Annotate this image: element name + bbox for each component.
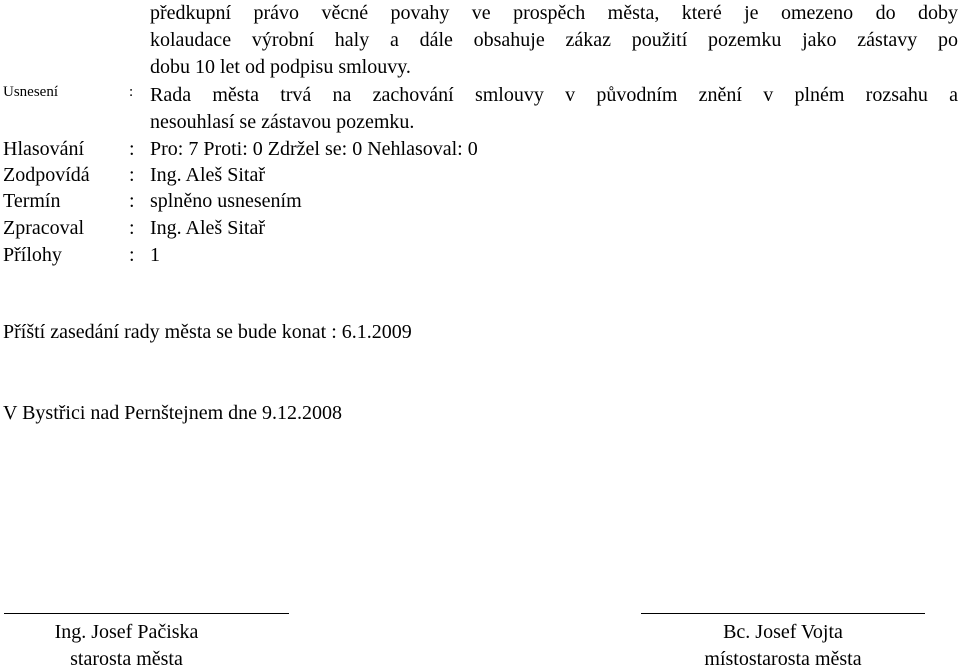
- field-label: Přílohy: [3, 244, 62, 266]
- place-date-text: V Bystřici nad Pernštejnem dne 9.12.2008: [3, 402, 343, 424]
- signature-line: [4, 613, 289, 614]
- field-label: Hlasování: [3, 138, 85, 160]
- field-label: Zodpovídá: [3, 164, 90, 186]
- signatory-name: Ing. Josef Pačiska: [54, 621, 199, 643]
- paragraph-line: předkupní právo věcné povahy ve prospěch města, které je omezeno do doby: [150, 2, 958, 24]
- next-meeting-text: Příští zasedání rady města se bude konat : 6.1.2009: [3, 321, 412, 343]
- resolution-text-line: nesouhlasí se zástavou pozemku.: [150, 111, 415, 133]
- resolution-label: Usnesení: [3, 84, 58, 100]
- paragraph-line: dobu 10 let od podpisu smlouvy.: [150, 56, 411, 78]
- field-label: Zpracoval: [3, 217, 85, 239]
- field-value: Ing. Aleš Sitař: [150, 164, 265, 186]
- field-colon: :: [129, 190, 135, 212]
- field-value: splněno usnesením: [150, 190, 302, 212]
- resolution-colon: :: [129, 84, 134, 100]
- field-label: Termín: [3, 190, 61, 212]
- signature-line: [641, 613, 925, 614]
- signatory-role: místostarosta města: [704, 648, 862, 670]
- signatory-name: Bc. Josef Vojta: [723, 621, 843, 643]
- field-colon: :: [129, 164, 135, 186]
- field-colon: :: [129, 138, 135, 160]
- field-value: 1: [150, 244, 160, 266]
- field-colon: :: [129, 217, 135, 239]
- resolution-text-line: Rada města trvá na zachování smlouvy v původním znění v plném rozsahu a: [150, 84, 958, 106]
- field-colon: :: [129, 244, 135, 266]
- signatory-role: starosta města: [70, 648, 183, 670]
- paragraph-line: kolaudace výrobní haly a dále obsahuje zákaz použití pozemku jako zástavy po: [150, 29, 958, 51]
- field-value: Ing. Aleš Sitař: [150, 217, 265, 239]
- field-value: Pro: 7 Proti: 0 Zdržel se: 0 Nehlasoval: 0: [150, 138, 478, 160]
